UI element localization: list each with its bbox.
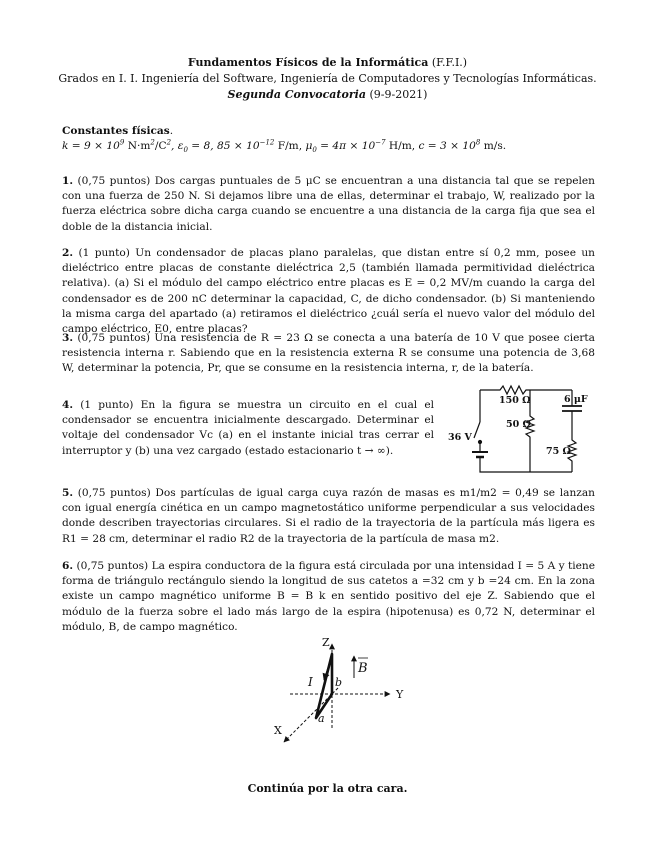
problem-4-text: (1 punto) En la figura se muestra un circuito en el cual el condensador se encuentra inicialmente descargado. Determinar el voltaje del condensador Vc (a) en el instante inicial tras cerrar el interruptor y (b) una vez cargado (estado estacionario t → ∞).: [62, 399, 434, 457]
y-label: Y: [396, 688, 404, 701]
problem-1: [62, 174, 595, 235]
course-title: Fundamentos Físicos de la Informática: [187, 56, 429, 69]
x-label: X: [274, 724, 282, 737]
problem-2-text: (1 punto) Un condensador de placas plano paralelas, que distan entre sí 0,2 mm, posee un dieléctrico entre placas de constante dieléctrica 2,5 (también llamada permitividad dieléctrica relativa). (a) Si el módulo del campo eléctrico entre placas es E = 0,2 MV/m cuando la carga del condensador es de 200 nC determinar la capacidad, C, de dicho condensador. (b) Si manteniendo la misma carga del apartado (a) retiramos el dieléctrico ¿cuál sería el nuevo valor del módulo del campo eléctrico, E0, entre placas?: [62, 247, 595, 336]
problem-3: [62, 331, 595, 377]
resistor-150: [480, 386, 572, 394]
call-line: [0, 87, 655, 103]
side-a-label: a: [318, 712, 325, 725]
r3-label: 75 Ω: [546, 446, 571, 457]
constants-block: Constantes físicas. $k = 9 \times 10^9$ $N\cdot m^2/C^2$, $\varepsilon_0 = 8$, $85 \times 10^{-12}$ F/m, $\mu_0 = 4\pi \times 10^{-7}$ H/m, $c = 3 \times 10^8$ m/s.: [62, 124, 595, 154]
battery-label: 36 V: [448, 432, 472, 443]
loop-figure: [262, 630, 422, 748]
problem-4-number: 4.: [62, 399, 74, 411]
problem-3-number: 3.: [62, 332, 74, 344]
degrees-line: Grados en I. I. Ingeniería del Software, Ingeniería de Computadores y Tecnologías Informáticas.: [58, 72, 597, 85]
course-title-line: [0, 55, 655, 71]
switch-lever: [474, 422, 480, 438]
exam-header: [0, 55, 655, 103]
problem-5: [62, 486, 595, 547]
call-name: Segunda Convocatoria: [227, 88, 366, 101]
problem-2: [62, 246, 595, 337]
side-b-label: b: [335, 676, 343, 689]
problem-6-text: (0,75 puntos) La espira conductora de la figura está circulada por una intensidad I = 5 A y tiene forma de triángulo rectángulo siendo la longitud de sus catetos a =32 cm y b =24 cm. En la zona existe un campo magnético uniforme B = B k en sentido positivo del eje Z. Sabiendo que el módulo de la fuerza sobre el lado más largo de la espira (hipotenusa) es 0,72 N, determinar el módulo, B, de campo magnético.: [62, 560, 595, 633]
problem-3-text: (0,75 puntos) Una resistencia de R = 23 Ω se conecta a una batería de 10 V que posee cierta resistencia interna r. Sabiendo que en la resistencia externa R se consume una potencia de 3,68 W, determinar la potencia, Pr, que se consume en la resistencia interna, r, de la batería.: [62, 332, 595, 375]
current-label: I: [308, 675, 313, 689]
capacitor-label: 6 μF: [564, 394, 588, 405]
course-abbr: (F.F.I.): [431, 56, 468, 69]
triangular-loop: [316, 654, 332, 718]
resistor-75: [568, 411, 576, 472]
z-label: Z: [322, 636, 330, 649]
problem-2-number: 2.: [62, 247, 74, 259]
problem-6-number: 6.: [62, 560, 74, 572]
problem-1-text: (0,75 puntos) Dos cargas puntuales de 5 μC se encuentran a una distancia tal que se repelen con una fuerza de 250 N. Si dejamos libre una de ellas, determinar el trabajo, W, realizado por la fuerza eléctrica sobre dicha carga cuando se encuentre a una distancia de la carga fija que sea el doble de la distancia inicial.: [62, 175, 595, 233]
field-label: B: [358, 661, 368, 676]
circuit-diagram: [442, 380, 592, 480]
constants-title: Constantes físicas: [62, 125, 170, 137]
problem-5-number: 5.: [62, 487, 74, 499]
problem-6: [62, 559, 595, 635]
problem-1-number: 1.: [62, 175, 74, 187]
problem-4: [62, 398, 434, 459]
problem-5-text: (0,75 puntos) Dos partículas de igual carga cuya razón de masas es m1/m2 = 0,49 se lanzan con igual energía cinética en un campo magnetostático uniforme perpendicular a sus velocidades donde describen trayectorias circulares. Si el radio de la trayectoria de la partícula más ligera es R1 = 28 cm, determinar el radio R2 de la trayectoria de la partícula de masa m2.: [62, 487, 595, 545]
r2-label: 50 Ω: [506, 419, 531, 430]
exam-date: (9-9-2021): [369, 88, 428, 101]
constants-values: $k = 9 \times 10^9$ $N\cdot m^2/C^2$, $\varepsilon_0 = 8$, $85 \times 10^{-12}$ F/m, $\mu_0 = 4\pi \times 10^{-7}$ H/m, $c = 3 \times 10^8$ m/s.: [62, 138, 507, 155]
footer-note: Continúa por la otra cara.: [247, 782, 408, 795]
r1-label: 150 Ω: [499, 395, 531, 406]
